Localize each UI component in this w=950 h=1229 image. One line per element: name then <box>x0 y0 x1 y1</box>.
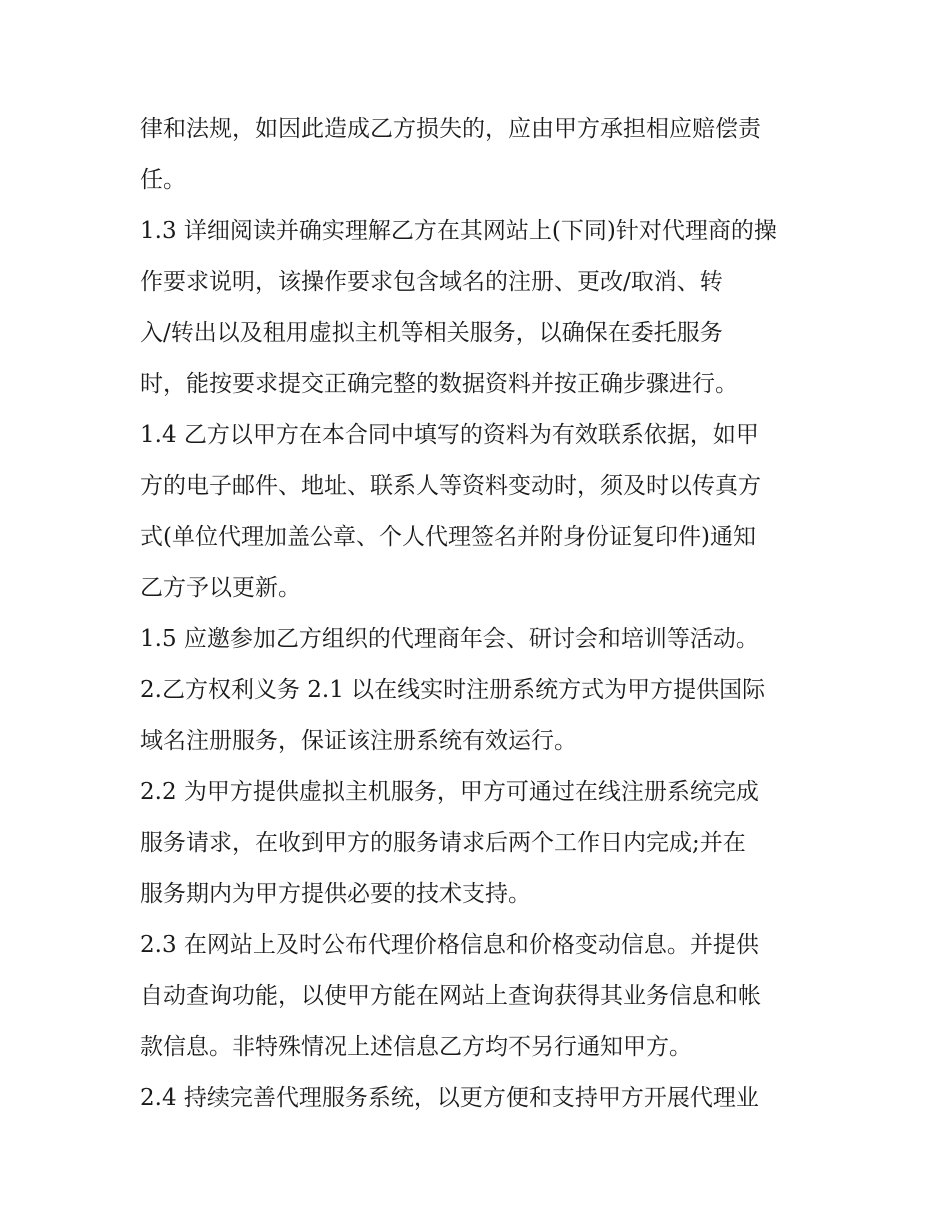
text-line: 1.4 乙方以甲方在本合同中填写的资料为有效联系依据，如甲 <box>140 422 759 448</box>
text-line: 1.3 详细阅读并确实理解乙方在其网站上(下同)针对代理商的操 <box>140 218 777 244</box>
text-line: 方的电子邮件、地址、联系人等资料变动时，须及时以传真方 <box>140 473 761 499</box>
document-body <box>140 104 830 1124</box>
text-line: 时，能按要求提交正确完整的数据资料并按正确步骤进行。 <box>140 371 738 397</box>
text-line: 作要求说明，该操作要求包含域名的注册、更改/取消、转 <box>140 269 723 295</box>
text-line: 款信息。非特殊情况上述信息乙方均不另行通知甲方。 <box>140 1034 692 1060</box>
text-line: 2.3 在网站上及时公布代理价格信息和价格变动信息。并提供 <box>140 932 759 958</box>
text-line: 服务期内为甲方提供必要的技术支持。 <box>140 881 531 907</box>
text-line: 域名注册服务，保证该注册系统有效运行。 <box>140 728 577 754</box>
text-line: 服务请求，在收到甲方的服务请求后两个工作日内完成;并在 <box>140 830 746 856</box>
text-line: 2.4 持续完善代理服务系统，以更方便和支持甲方开展代理业 <box>140 1085 759 1111</box>
text-line: 1.5 应邀参加乙方组织的代理商年会、研讨会和培训等活动。 <box>140 626 759 652</box>
text-line: 入/转出以及租用虚拟主机等相关服务，以确保在委托服务 <box>140 320 723 346</box>
text-line: 式(单位代理加盖公章、个人代理签名并附身份证复印件)通知 <box>140 524 756 550</box>
text-line: 乙方予以更新。 <box>140 575 301 601</box>
text-line: 律和法规，如因此造成乙方损失的，应由甲方承担相应赔偿责 <box>140 116 761 142</box>
text-line: 2.2 为甲方提供虚拟主机服务，甲方可通过在线注册系统完成 <box>140 779 759 805</box>
text-line: 自动查询功能，以使甲方能在网站上查询获得其业务信息和帐 <box>140 983 761 1009</box>
text-line: 任。 <box>140 167 186 193</box>
text-line: 2.乙方权利义务 2.1 以在线实时注册系统方式为甲方提供国际 <box>140 677 766 703</box>
